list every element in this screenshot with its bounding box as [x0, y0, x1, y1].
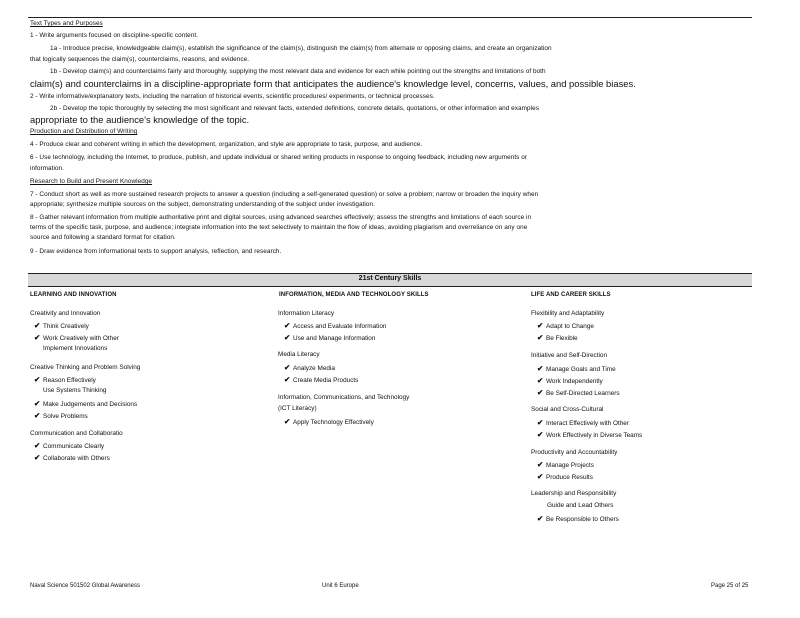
check-icon: ✔ — [284, 375, 291, 384]
check-icon: ✔ — [537, 460, 544, 469]
check-icon: ✔ — [284, 417, 291, 426]
group-initiative: Initiative and Self-Direction — [531, 352, 608, 359]
skill-item: ✔ Manage Goals and Time — [537, 364, 616, 373]
standard-1a: 1a - Introduce precise, knowledgeable claim(s), establish the significance of the claim(s), distinguish the claim(s) from alternate or opposing claims, and create an organization — [50, 45, 552, 52]
check-icon: ✔ — [34, 441, 41, 450]
group-ict: Information, Communications, and Technology — [278, 394, 410, 401]
skill-item-unchecked: Use Systems Thinking — [43, 387, 107, 394]
skill-item: ✔ Make Judgements and Decisions — [34, 399, 138, 408]
skill-item: ✔ Work Creatively with Other — [34, 333, 119, 342]
skills-band-title: 21st Century Skills — [358, 275, 422, 282]
skill-item: ✔ Adapt to Change — [537, 321, 594, 330]
skill-item: ✔ Apply Technology Effectively — [284, 417, 374, 426]
skill-item: ✔ Manage Projects — [537, 460, 594, 469]
standard-1b-cont: claim(s) and counterclaims in a discipline-appropriate form that anticipates the audience's knowledge level, concerns, values, and possible biases. — [30, 78, 636, 89]
check-icon: ✔ — [34, 399, 41, 408]
standard-6: 6 - Use technology, including the Internet, to produce, publish, and update individual or shared writing products in response to ongoing feedback, including new arguments or — [30, 154, 528, 161]
footer-unit: Unit 6 Europe — [322, 583, 359, 589]
group-leadership: Leadership and Responsibility — [531, 490, 617, 497]
standard-4: 4 - Produce clear and coherent writing in which the development, organization, and style are appropriate to task, purpose, and audience. — [30, 141, 423, 148]
skill-item: ✔ Access and Evaluate Information — [284, 321, 387, 330]
skill-item: ✔ Be Flexible — [537, 333, 578, 342]
group-creativity: Creativity and Innovation — [30, 310, 101, 317]
check-icon: ✔ — [34, 333, 41, 342]
check-icon: ✔ — [537, 472, 544, 481]
check-icon: ✔ — [537, 388, 544, 397]
check-icon: ✔ — [34, 375, 41, 384]
group-social: Social and Cross-Cultural — [531, 406, 604, 413]
skills-band — [28, 273, 752, 287]
standard-6-cont: information. — [30, 165, 64, 172]
standard-1b: 1b - Develop claim(s) and counterclaims fairly and thoroughly, supplying the most relevant data and evidence for each while pointing out the strengths and limitations of both — [50, 68, 546, 75]
group-information-literacy: Information Literacy — [278, 310, 335, 317]
standard-2b-cont: appropriate to the audience's knowledge of the topic. — [30, 114, 250, 125]
standard-8-cont2: source and following a standard format for citation. — [30, 234, 176, 241]
skill-item-unchecked: Implement Innovations — [43, 345, 108, 352]
check-icon: ✔ — [34, 411, 41, 420]
col-heading-learning: LEARNING AND INNOVATION — [30, 292, 117, 298]
skill-item: ✔ Interact Effectively with Other — [537, 418, 629, 427]
group-creative-thinking: Creative Thinking and Problem Solving — [30, 364, 141, 371]
standard-7-cont: appropriate; synthesize multiple sources on the subject, demonstrating understanding of the subject under investigation. — [30, 201, 375, 208]
check-icon: ✔ — [537, 376, 544, 385]
group-media-literacy: Media Literacy — [278, 351, 320, 358]
check-icon: ✔ — [34, 321, 41, 330]
group-flexibility: Flexibility and Adaptability — [531, 310, 605, 317]
check-icon: ✔ — [537, 333, 544, 342]
standard-7: 7 - Conduct short as well as more sustained research projects to answer a question (including a self-generated question) or solve a problem; narrow or broaden the inquiry when — [30, 191, 539, 198]
group-productivity: Productivity and Accountability — [531, 449, 618, 456]
group-ict-cont: (ICT Literacy) — [278, 405, 317, 412]
standard-8-cont1: terms of the specific task, purpose, and audience; integrate information into the text selectively to maintain the flow of ideas, avoiding plagiarism and overreliance on any one — [30, 224, 528, 231]
skill-item: ✔ Analyze Media — [284, 363, 335, 372]
group-leadership-cont: Guide and Lead Others — [547, 502, 614, 509]
section-heading-text-types: Text Types and Purposes — [30, 20, 103, 27]
section-heading-research: Research to Build and Present Knowledge — [30, 178, 153, 185]
check-icon: ✔ — [537, 418, 544, 427]
skill-item: ✔ Work Effectively in Diverse Teams — [537, 430, 643, 439]
check-icon: ✔ — [284, 363, 291, 372]
skill-item: ✔ Produce Results — [537, 472, 593, 481]
col-heading-information: INFORMATION, MEDIA AND TECHNOLOGY SKILLS — [279, 292, 429, 298]
top-rule — [28, 17, 752, 18]
standard-2: 2 - Write informative/explanatory texts, including the narration of historical events, scientific procedures/ experiments, or technical processes. — [30, 93, 435, 100]
skill-item: ✔ Be Self-Directed Learners — [537, 388, 620, 397]
skill-item: ✔ Think Creatively — [34, 321, 89, 330]
skill-item: ✔ Collaborate with Others — [34, 453, 110, 462]
footer-course: Naval Science 501502 Global Awareness — [30, 583, 140, 589]
standard-1: 1 - Write arguments focused on discipline-specific content. — [30, 32, 199, 39]
standard-9: 9 - Draw evidence from informational texts to support analysis, reflection, and research. — [30, 248, 282, 255]
check-icon: ✔ — [537, 364, 544, 373]
check-icon: ✔ — [537, 430, 544, 439]
check-icon: ✔ — [284, 321, 291, 330]
skill-item: ✔ Work Independently — [537, 376, 603, 385]
skill-item: ✔ Reason Effectively — [34, 375, 96, 384]
check-icon: ✔ — [34, 453, 41, 462]
footer-page: Page 25 of 25 — [711, 583, 749, 589]
skill-item: ✔ Use and Manage Information — [284, 333, 376, 342]
group-communication: Communication and Collaboratio — [30, 430, 123, 437]
skill-item: ✔ Be Responsible to Others — [537, 514, 619, 523]
standard-1a-cont: that logically sequences the claim(s), counterclaims, reasons, and evidence. — [30, 56, 250, 63]
skill-item: ✔ Communicate Clearly — [34, 441, 105, 450]
standard-2b: 2b - Develop the topic thoroughly by selecting the most significant and relevant facts, extended definitions, concrete details, quotations, or other information and examples — [50, 105, 539, 112]
standard-8: 8 - Gather relevant information from multiple authoritative print and digital sources, using advanced searches effectively; assess the strengths and limitations of each source in — [30, 214, 532, 221]
section-heading-production: Production and Distribution of Writing — [30, 128, 138, 135]
skill-item: ✔ Create Media Products — [284, 375, 359, 384]
check-icon: ✔ — [537, 514, 544, 523]
check-icon: ✔ — [284, 333, 291, 342]
skill-item: ✔ Solve Problems — [34, 411, 88, 420]
col-heading-life-career: LIFE AND CAREER SKILLS — [531, 292, 611, 298]
check-icon: ✔ — [537, 321, 544, 330]
